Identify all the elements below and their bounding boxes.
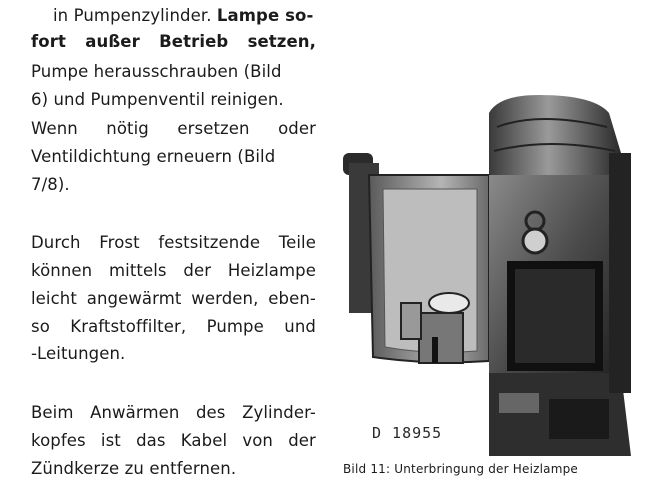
word: Anwärmen [90,403,180,422]
word: Teile [278,233,316,252]
p2-line-1 [31,233,316,253]
word: setzen, [247,32,316,51]
word: fort [31,32,66,51]
word: Pumpe [206,317,264,336]
word: Wenn [31,119,78,138]
p3-line-2 [31,431,316,451]
word: Frost [99,233,140,252]
p1-line-4: 6) und Pumpenventil reinigen. [31,90,284,109]
p1-line-2 [31,32,316,52]
word: werden, [191,289,259,308]
word: Durch [31,233,81,252]
word: können [31,261,93,280]
word: und [284,317,316,336]
word: angewärmt [86,289,182,308]
p3-line-3: Zündkerze zu entfernen. [31,459,237,478]
word: des [195,403,226,422]
word: von [242,431,273,450]
p1-line-1 [53,6,316,26]
p1-line-6: Ventildichtung erneuern (Bild [31,147,276,166]
p3-line-1 [31,403,316,423]
word: oder [278,119,316,138]
word: der [183,261,212,280]
p1-line-1-text: in Pumpenzylinder. [53,6,217,25]
p2-line-3 [31,289,316,309]
p1-line-3: Pumpe herausschrauben (Bild [31,62,282,81]
p1-line-7: 7/8). [31,175,70,194]
word: Betrieb [159,32,229,51]
word: kopfes [31,431,86,450]
p2-line-2 [31,261,316,281]
engine-photo [339,93,632,456]
word: Heizlampe [227,261,316,280]
p1-line-5 [31,119,316,139]
figure-label: D 18955 [372,424,443,442]
word: ersetzen [177,119,250,138]
p2-line-5: -Leitungen. [31,344,126,363]
p1-line-1-bold: Lampe so- [216,6,314,25]
word: Kabel [180,431,228,450]
word: nötig [106,119,149,138]
figure-caption: Bild 11: Unterbringung der Heizlampe [343,462,578,476]
word: Kraftstoffilter, [70,317,187,336]
word: leicht [31,289,77,308]
word: Beim [31,403,74,422]
p2-line-4 [31,317,316,337]
word: mittels [108,261,167,280]
word: außer [85,32,140,51]
word: das [136,431,166,450]
word: der [288,431,316,450]
word: ist [100,431,121,450]
word: Zylinder- [242,403,316,422]
word: eben- [268,289,316,308]
word: festsitzende [158,233,261,252]
word: so [31,317,50,336]
